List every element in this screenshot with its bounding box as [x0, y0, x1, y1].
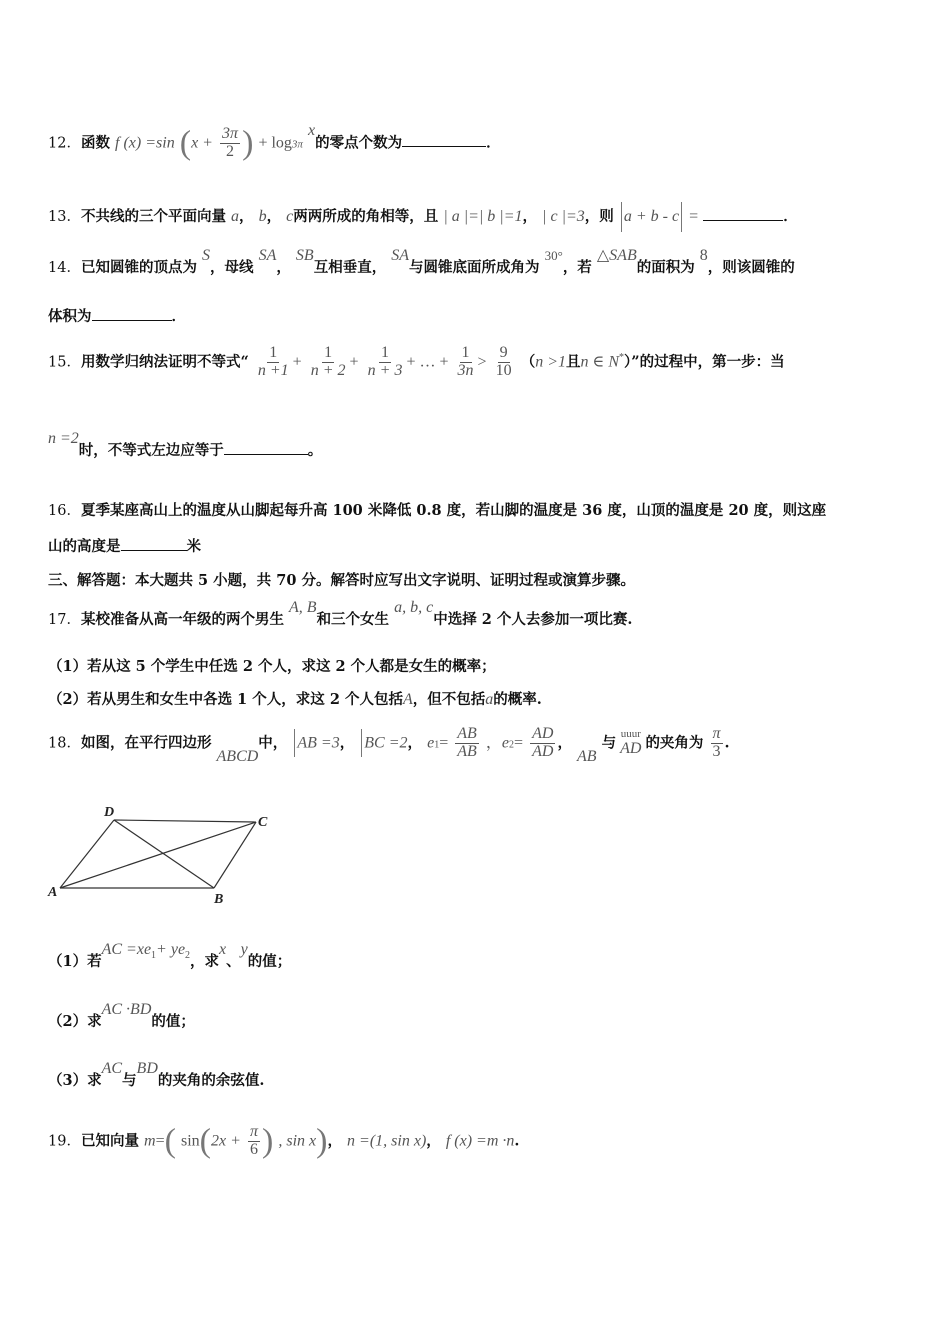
- question-16-line2: 山的高度是 米: [48, 538, 201, 555]
- question-14-line2: 体积为 ．: [48, 308, 186, 325]
- question-17-part1: （1）若从这 5 个学生中任选 2 个人，求这 2 个人都是女生的概率；: [48, 658, 496, 675]
- question-18-part3: （3）求AC与BD的夹角的余弦值.: [48, 1060, 265, 1089]
- edge-DC: [114, 820, 256, 822]
- question-18-part2: （2）求AC ·BD的值；: [48, 1001, 195, 1030]
- question-15-line2: n =2时，不等式左边应等于 。: [48, 430, 323, 459]
- answer-blank: [224, 453, 308, 455]
- vertex-label-D: D: [104, 805, 115, 820]
- question-18: 18．如图，在平行四边形 ABCD中， AB =3， BC =2， e1= $\frac{AB}{AB}$ ，e2= $\frac{AD}{AD}$ ， AB 与 uuur AD 的夹角为 $\frac{\pi}{3}$ .: [48, 725, 730, 766]
- answer-blank: [703, 219, 783, 221]
- section-heading: 三、解答题：本大题共 5 小题，共 70 分。解答时应写出文字说明、证明过程或演算步骤。: [48, 572, 635, 589]
- parallelogram-figure: [44, 800, 284, 910]
- answer-blank: [121, 549, 187, 551]
- diagonal-AC: [60, 822, 256, 888]
- question-16: 16．夏季某座高山上的温度从山脚起每升高 100 米降低 0.8 度，若山脚的温度是 36 度，山顶的温度是 20 度，则这座: [48, 502, 827, 519]
- figure-lines: [60, 820, 256, 888]
- question-13: 13．不共线的三个平面向量 a， b， c两两所成的角相等，且 | a |=| b |=1， | c |=3，则 a + b - c = ．: [48, 202, 798, 232]
- question-15: 15．用数学归纳法证明不等式“ $\frac{1}{n +1}$ + $\frac{1}{n + 2}$ + $\frac{1}{n + 3}$ + … + $\frac{1}{3n}$ > $\frac{9}{10}$ （n >1且n ∈ N*）”的过程中，第一步：当: [48, 344, 785, 379]
- edge-AD: [60, 820, 114, 888]
- question-17: 17．某校准备从高一年级的两个男生 A, B和三个女生 a, b, c中选择 2 个人去参加一项比赛.: [48, 599, 633, 628]
- question-18-part1: （1）若AC $=xe^1+ ye^2$，求x、y的值；: [48, 941, 292, 970]
- vertex-label-A: A: [48, 885, 58, 900]
- fraction-3pi-2: $\frac{3\pi}{2}$: [222, 125, 239, 160]
- math-f: f (x) =sin: [115, 134, 175, 152]
- question-19: 19．已知向量 m=( sin(2x + $\frac{\pi}{6}$ ) , sin x)， n =(1, sin x)， f (x) =m ·n.: [48, 1122, 520, 1160]
- question-14: 14．已知圆锥的顶点为 S，母线 SA， SB互相垂直， SA与圆锥底面所成角为 30°，若 △SAB的面积为 8，则该圆锥的: [48, 247, 795, 276]
- question-12: 12．函数 f (x) =sin (x + $\frac{3\pi}{2}$ ) + log3π x的零点个数为 ．: [48, 122, 501, 162]
- question-17-part2: （2）若从男生和女生中各选 1 个人，求这 2 个人包括A，但不包括a的概率.: [48, 691, 542, 708]
- question-number: 12．: [48, 135, 81, 152]
- answer-blank: [92, 319, 172, 321]
- vertex-label-B: B: [214, 892, 224, 907]
- diagonal-BD: [114, 820, 214, 888]
- vertex-label-C: C: [258, 815, 268, 830]
- answer-blank: [402, 145, 486, 147]
- edge-BC: [214, 822, 256, 888]
